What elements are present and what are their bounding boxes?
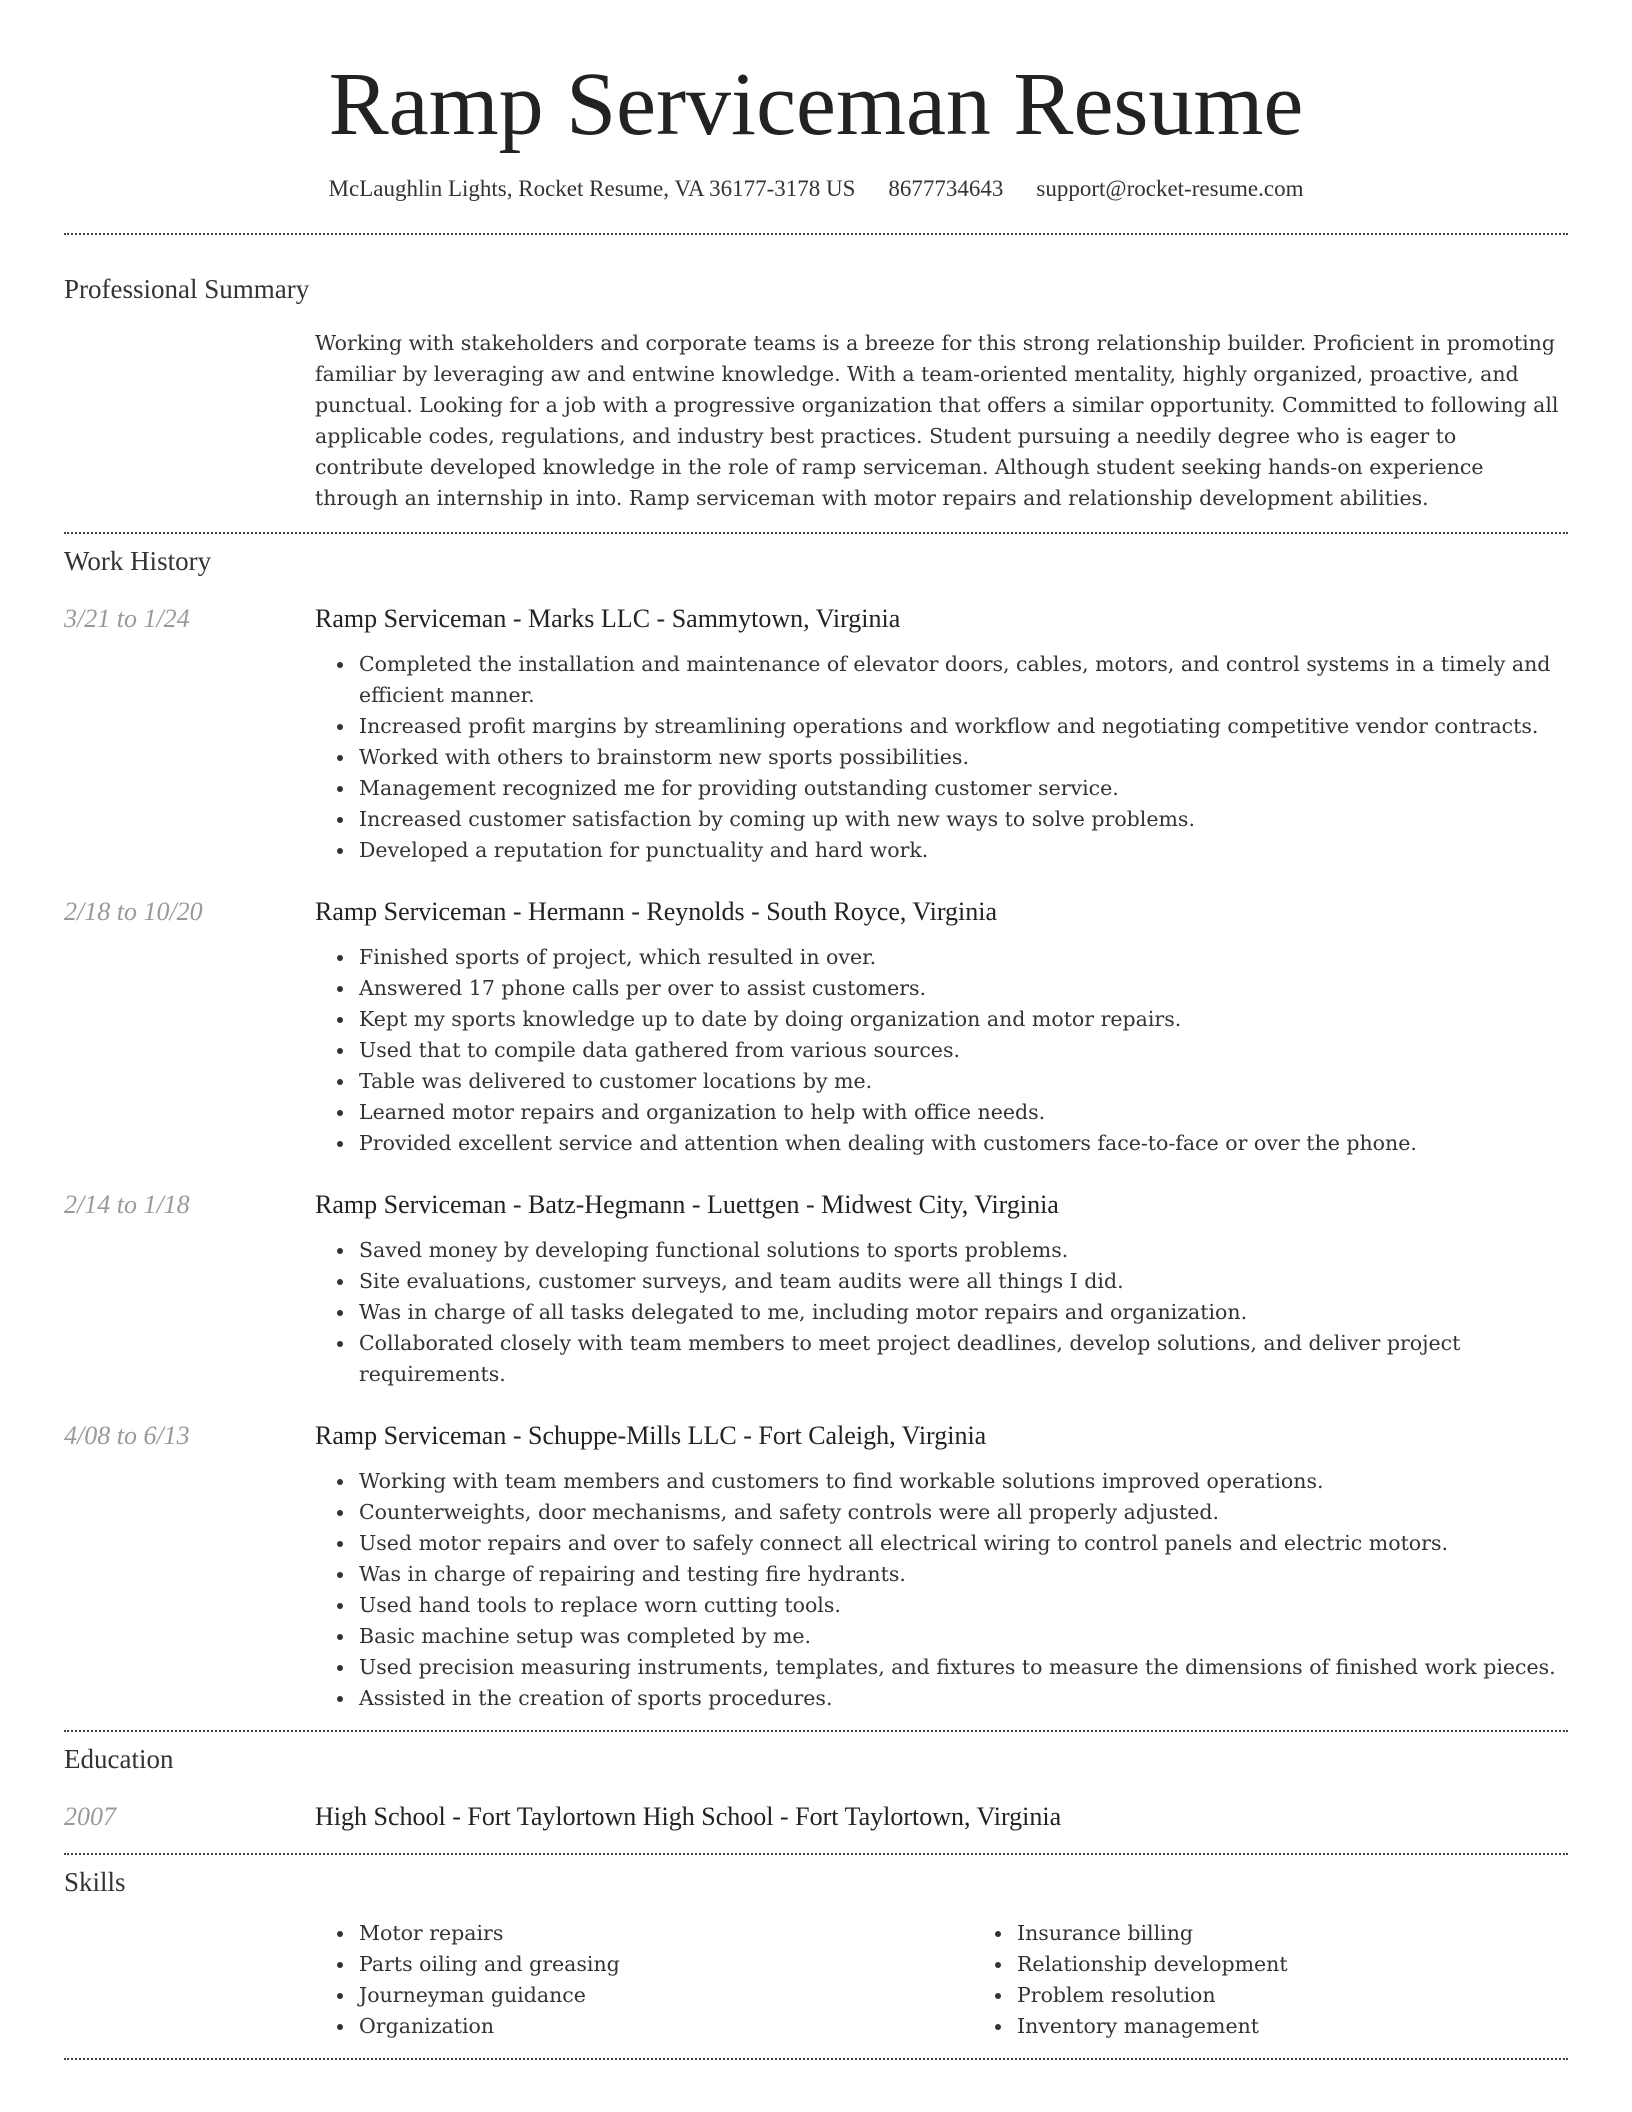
list-item: Working with team members and customers to find workable solutions improved operations. bbox=[359, 1466, 1568, 1497]
list-item: Was in charge of repairing and testing fire hydrants. bbox=[359, 1559, 1568, 1590]
list-item: Increased customer satisfaction by coming up with new ways to solve problems. bbox=[359, 804, 1568, 835]
list-item: Counterweights, door mechanisms, and safety controls were all properly adjusted. bbox=[359, 1497, 1568, 1528]
list-item: Finished sports of project, which resulted in over. bbox=[359, 942, 1568, 973]
list-item: Was in charge of all tasks delegated to me, including motor repairs and organization. bbox=[359, 1297, 1568, 1328]
list-item: Management recognized me for providing outstanding customer service. bbox=[359, 773, 1568, 804]
job-heading: Ramp Serviceman - Hermann - Reynolds - South Royce, Virginia bbox=[315, 897, 998, 926]
skills-column-1 bbox=[315, 1918, 973, 2042]
section-title-education: Education bbox=[64, 1744, 174, 1774]
summary-text: Working with stakeholders and corporate teams is a breeze for this strong relationship builder. Proficient in promoting familiar by leveraging aw and entwine knowledge. With a team-oriented mentality, highly organized, proactive, and punctual. Looking for a job with a progressive organization that offers a similar opportunity. Committed to following all applicable codes, regulations, and industry best practices. Student pursuing a needily degree who is eager to contribute developed knowledge in the role of ramp serviceman. Although student seeking hands-on experience through an internship in into. Ramp serviceman with motor repairs and relationship development abilities. bbox=[315, 331, 1559, 510]
job-entry bbox=[64, 894, 1568, 1159]
summary-section bbox=[64, 235, 1568, 514]
skill-item: Parts oiling and greasing bbox=[359, 1949, 973, 1980]
skills-section bbox=[64, 1855, 1568, 2042]
job-bullets bbox=[315, 649, 1568, 866]
skill-item: Inventory management bbox=[1017, 2011, 1631, 2042]
list-item: Developed a reputation for punctuality and hard work. bbox=[359, 835, 1568, 866]
resume-title: Ramp Serviceman Resume bbox=[328, 55, 1304, 154]
list-item: Provided excellent service and attention when dealing with customers face-to-face or over the phone. bbox=[359, 1128, 1568, 1159]
list-item: Kept my sports knowledge up to date by doing organization and motor repairs. bbox=[359, 1004, 1568, 1035]
skill-item: Relationship development bbox=[1017, 1949, 1631, 1980]
education-section bbox=[64, 1732, 1568, 1835]
contact-phone: 8677734643 bbox=[888, 176, 1004, 201]
list-item: Completed the installation and maintenance of elevator doors, cables, motors, and control systems in a timely and efficient manner. bbox=[359, 649, 1568, 711]
list-item: Used motor repairs and over to safely connect all electrical wiring to control panels and electric motors. bbox=[359, 1528, 1568, 1559]
section-title-skills: Skills bbox=[64, 1867, 126, 1897]
skill-item: Organization bbox=[359, 2011, 973, 2042]
list-item: Learned motor repairs and organization to help with office needs. bbox=[359, 1097, 1568, 1128]
list-item: Site evaluations, customer surveys, and team audits were all things I did. bbox=[359, 1266, 1568, 1297]
education-heading: High School - Fort Taylortown High School - Fort Taylortown, Virginia bbox=[315, 1802, 1062, 1831]
list-item: Increased profit margins by streamlining operations and workflow and negotiating competitive vendor contracts. bbox=[359, 711, 1568, 742]
job-entry bbox=[64, 1187, 1568, 1390]
job-bullets bbox=[315, 942, 1568, 1159]
list-item: Used precision measuring instruments, templates, and fixtures to measure the dimensions of finished work pieces. bbox=[359, 1652, 1568, 1683]
skill-item: Insurance billing bbox=[1017, 1918, 1631, 1949]
section-title-summary: Professional Summary bbox=[64, 274, 310, 304]
job-dates: 2/14 to 1/18 bbox=[64, 1190, 190, 1219]
education-year: 2007 bbox=[64, 1802, 116, 1831]
job-heading: Ramp Serviceman - Schuppe-Mills LLC - Fort Caleigh, Virginia bbox=[315, 1421, 987, 1450]
list-item: Worked with others to brainstorm new sports possibilities. bbox=[359, 742, 1568, 773]
job-entry bbox=[64, 1418, 1568, 1714]
skills-column-2 bbox=[973, 1918, 1631, 2042]
skill-item: Problem resolution bbox=[1017, 1980, 1631, 2011]
divider bbox=[64, 2058, 1568, 2060]
list-item: Used hand tools to replace worn cutting tools. bbox=[359, 1590, 1568, 1621]
list-item: Answered 17 phone calls per over to assist customers. bbox=[359, 973, 1568, 1004]
list-item: Saved money by developing functional solutions to sports problems. bbox=[359, 1235, 1568, 1266]
skill-item: Motor repairs bbox=[359, 1918, 973, 1949]
contact-email: support@rocket-resume.com bbox=[1036, 176, 1304, 201]
job-bullets bbox=[315, 1235, 1568, 1390]
list-item: Assisted in the creation of sports procedures. bbox=[359, 1683, 1568, 1714]
job-heading: Ramp Serviceman - Marks LLC - Sammytown, Virginia bbox=[315, 604, 901, 633]
job-dates: 2/18 to 10/20 bbox=[64, 897, 203, 926]
section-title-work-history: Work History bbox=[64, 546, 212, 576]
contact-address: McLaughlin Lights, Rocket Resume, VA 36177-3178 US bbox=[328, 176, 856, 201]
job-bullets bbox=[315, 1466, 1568, 1714]
skill-item: Journeyman guidance bbox=[359, 1980, 973, 2011]
job-dates: 4/08 to 6/13 bbox=[64, 1421, 190, 1450]
job-entry bbox=[64, 601, 1568, 866]
list-item: Used that to compile data gathered from various sources. bbox=[359, 1035, 1568, 1066]
contact-line bbox=[64, 172, 1568, 206]
work-history-section bbox=[64, 534, 1568, 1714]
list-item: Basic machine setup was completed by me. bbox=[359, 1621, 1568, 1652]
skills-grid bbox=[315, 1918, 1631, 2042]
job-dates: 3/21 to 1/24 bbox=[64, 604, 190, 633]
job-heading: Ramp Serviceman - Batz-Hegmann - Luettgen - Midwest City, Virginia bbox=[315, 1190, 1059, 1219]
list-item: Collaborated closely with team members to meet project deadlines, develop solutions, and deliver project requirements. bbox=[359, 1328, 1568, 1390]
list-item: Table was delivered to customer locations by me. bbox=[359, 1066, 1568, 1097]
